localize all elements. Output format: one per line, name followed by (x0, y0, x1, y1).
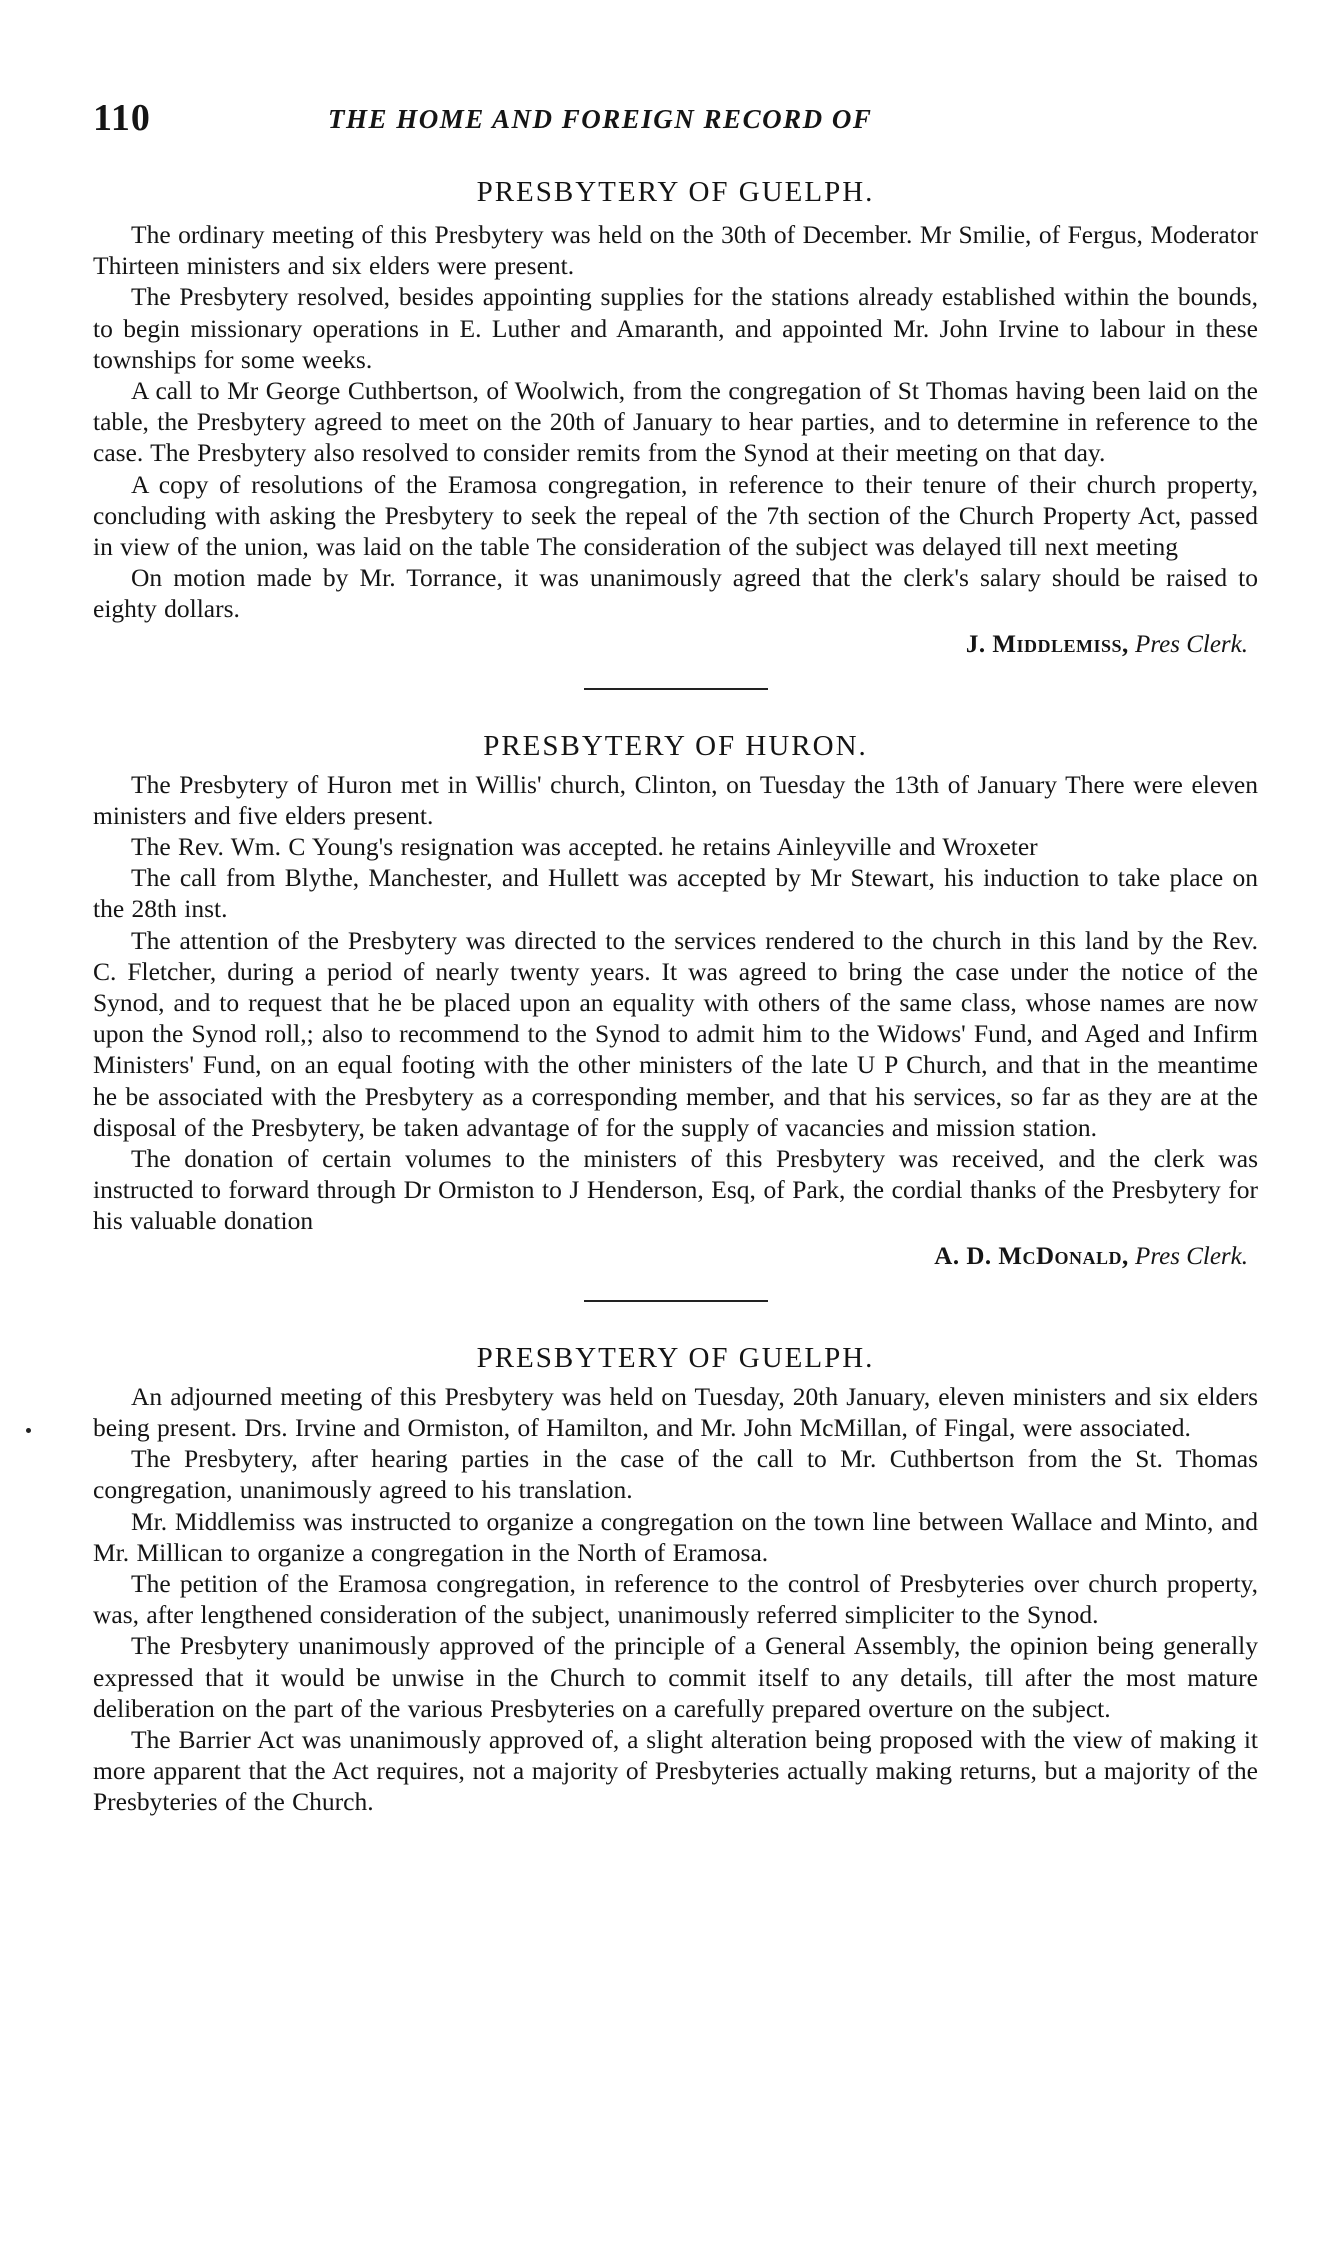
running-title: THE HOME AND FOREIGN RECORD OF (328, 104, 873, 134)
section-presbytery-huron (93, 730, 1258, 1272)
running-head (93, 96, 1258, 156)
section-title: PRESBYTERY OF GUELPH. (476, 1341, 875, 1374)
paragraph: The petition of the Eramosa congregation, in reference to the control of Presbyteries over church property, was, after lengthened consideration of the subject, unanimously referred simpliciter to the Synod. (93, 1568, 1258, 1630)
paragraph: The Rev. Wm. C Young's resignation was accepted. he retains Ainleyville and Wroxeter (131, 832, 1038, 862)
clerk-signature (93, 629, 1248, 660)
paragraph: The Presbytery, after hearing parties in the case of the call to Mr. Cuthbertson from the St. Thomas congregation, unanimously agreed to his translation. (93, 1444, 1258, 1505)
section-divider (584, 688, 768, 690)
paragraph: A call to Mr George Cuthbertson, of Woolwich, from the congregation of St Thomas having been laid on the table, the Presbytery agreed to meet on the 20th of January to hear parties, and to determine in reference to the case. The Presbytery also resolved to consider remits from the Synod at their meeting on that day. (93, 376, 1258, 468)
print-speck (26, 1428, 31, 1433)
paragraph: The attention of the Presbytery was directed to the services rendered to the church in this land by the Rev. C. Fletcher, during a period of nearly twenty years. It was agreed to bring the case under the notice of the Synod, and to request that he be placed upon an equality with others of the same class, whose names are now upon the Synod roll,; also to recommend to the Synod to admit him to the Widows' Fund, and Aged and Infirm Ministers' Fund, on an equal footing with the other ministers of the late U P Church, and that in the meantime he be associated with the Presbytery as a corresponding member, and that his services, so far as they are at the disposal of the Presbytery, be taken advantage of for the supply of vacancies and mission station. (93, 925, 1258, 1142)
clerk-title: Pres Clerk. (1135, 1242, 1248, 1270)
section-presbytery-guelph-2 (93, 1342, 1258, 1818)
clerk-name: J. Middlemiss, (965, 630, 1129, 658)
document-page (93, 96, 1258, 1818)
page-number: 110 (93, 97, 151, 139)
section-title: PRESBYTERY OF GUELPH. (476, 176, 875, 208)
paragraph: The Barrier Act was unanimously approved of, a slight alteration being proposed with the view of making it more apparent that the Act requires, not a majority of Presbyteries actually making returns, but a majority of the Presbyteries of the Church. (93, 1724, 1258, 1817)
clerk-name: A. D. McDonald, (934, 1242, 1129, 1270)
paragraph: The donation of certain volumes to the ministers of this Presbytery was received, and the clerk was instructed to forward through Dr Ormiston to J Henderson, Esq, of Park, the cordial thanks of the Presbytery for his valuable donation (93, 1144, 1258, 1236)
paragraph: The call from Blythe, Manchester, and Hullett was accepted by Mr Stewart, his induction to take place on the 28th inst. (93, 863, 1258, 924)
clerk-title: Pres Clerk. (1135, 630, 1248, 658)
paragraph: On motion made by Mr. Torrance, it was unanimously agreed that the clerk's salary should be raised to eighty dollars. (93, 563, 1258, 624)
section-divider (584, 1300, 768, 1302)
clerk-signature (93, 1241, 1248, 1272)
paragraph: The Presbytery of Huron met in Willis' church, Clinton, on Tuesday the 13th of January There were eleven ministers and five elders present. (93, 769, 1258, 830)
paragraph: The Presbytery resolved, besides appointing supplies for the stations already established within the bounds, to begin missionary operations in E. Luther and Amaranth, and appointed Mr. John Irvine to labour in these townships for some weeks. (93, 282, 1258, 374)
paragraph: The ordinary meeting of this Presbytery was held on the 30th of December. Mr Smilie, of Fergus, Moderator Thirteen ministers and six elders were present. (93, 220, 1258, 281)
section-presbytery-guelph-1 (93, 176, 1258, 660)
paragraph: Mr. Middlemiss was instructed to organize a congregation on the town line between Wallace and Minto, and Mr. Millican to organize a congregation in the North of Eramosa. (93, 1506, 1258, 1567)
section-title: PRESBYTERY OF HURON. (483, 729, 868, 762)
paragraph: An adjourned meeting of this Presbytery was held on Tuesday, 20th January, eleven ministers and six elders being present. Drs. Irvine and Ormiston, of Hamilton, and Mr. John McMillan, of Fingal, were associated. (93, 1381, 1258, 1442)
paragraph: The Presbytery unanimously approved of the principle of a General Assembly, the opinion being generally expressed that it would be unwise in the Church to commit itself to any details, till after the most mature deliberation on the part of the various Presbyteries on a carefully prepared overture on the subject. (93, 1631, 1258, 1723)
paragraph: A copy of resolutions of the Eramosa congregation, in reference to their tenure of their church property, concluding with asking the Presbytery to seek the repeal of the 7th section of the Church Property Act, passed in view of the union, was laid on the table The consideration of the subject was delayed till next meeting (93, 469, 1258, 562)
